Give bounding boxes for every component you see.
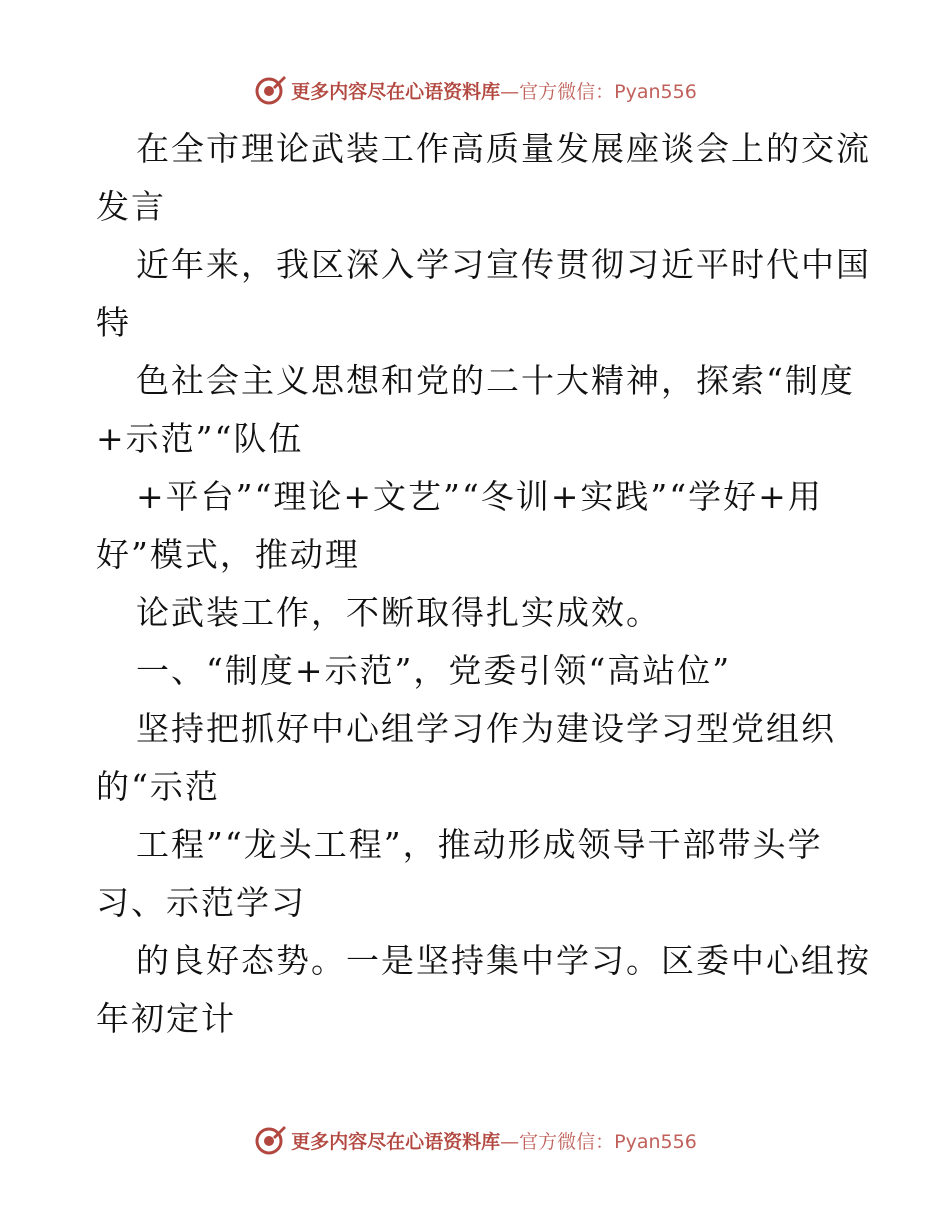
- text-line: +平台”“理论+文艺”“冬训+实践”“学好+用: [136, 477, 823, 516]
- text-line: 近年来，我区深入学习宣传贯彻习近平时代中国: [136, 245, 871, 284]
- text-line: 坚持把抓好中心组学习作为建设学习型党组织: [136, 709, 836, 748]
- text-line: 色社会主义思想和党的二十大精神，探索“制度: [136, 361, 855, 400]
- footer-watermark-banner: [0, 1118, 950, 1162]
- banner-text: [291, 77, 697, 104]
- text-line: 特: [96, 303, 131, 342]
- text-line: 好”模式，推动理: [96, 535, 360, 574]
- text-line: 发言: [96, 187, 166, 226]
- text-line: 习、示范学习: [96, 883, 306, 922]
- text-line: 论武装工作，不断取得扎实成效。: [136, 593, 661, 632]
- banner-text-bold: 更多内容尽在心语资料库: [291, 80, 501, 103]
- banner-text-bold: 更多内容尽在心语资料库: [291, 1130, 501, 1153]
- text-line: 年初定计: [96, 999, 236, 1038]
- text-line: 在全市理论武装工作高质量发展座谈会上的交流: [136, 129, 871, 168]
- header-watermark-banner: [0, 68, 950, 112]
- red-pen-seal-logo-icon: [253, 1123, 287, 1157]
- banner-text-rest: —官方微信：Pyan556: [500, 1130, 697, 1153]
- text-line: 的“示范: [96, 767, 220, 806]
- document-body: [96, 120, 871, 1048]
- text-line: 的良好态势。一是坚持集中学习。区委中心组按: [136, 941, 871, 980]
- banner-text: [291, 1127, 697, 1154]
- red-pen-seal-logo-icon: [253, 73, 287, 107]
- banner-text-rest: —官方微信：Pyan556: [500, 80, 697, 103]
- section-heading: 一、“制度+示范”，党委引领“高站位”: [136, 651, 732, 690]
- text-line: +示范”“队伍: [96, 419, 304, 458]
- text-line: 工程”“龙头工程”，推动形成领导干部带头学: [136, 825, 823, 864]
